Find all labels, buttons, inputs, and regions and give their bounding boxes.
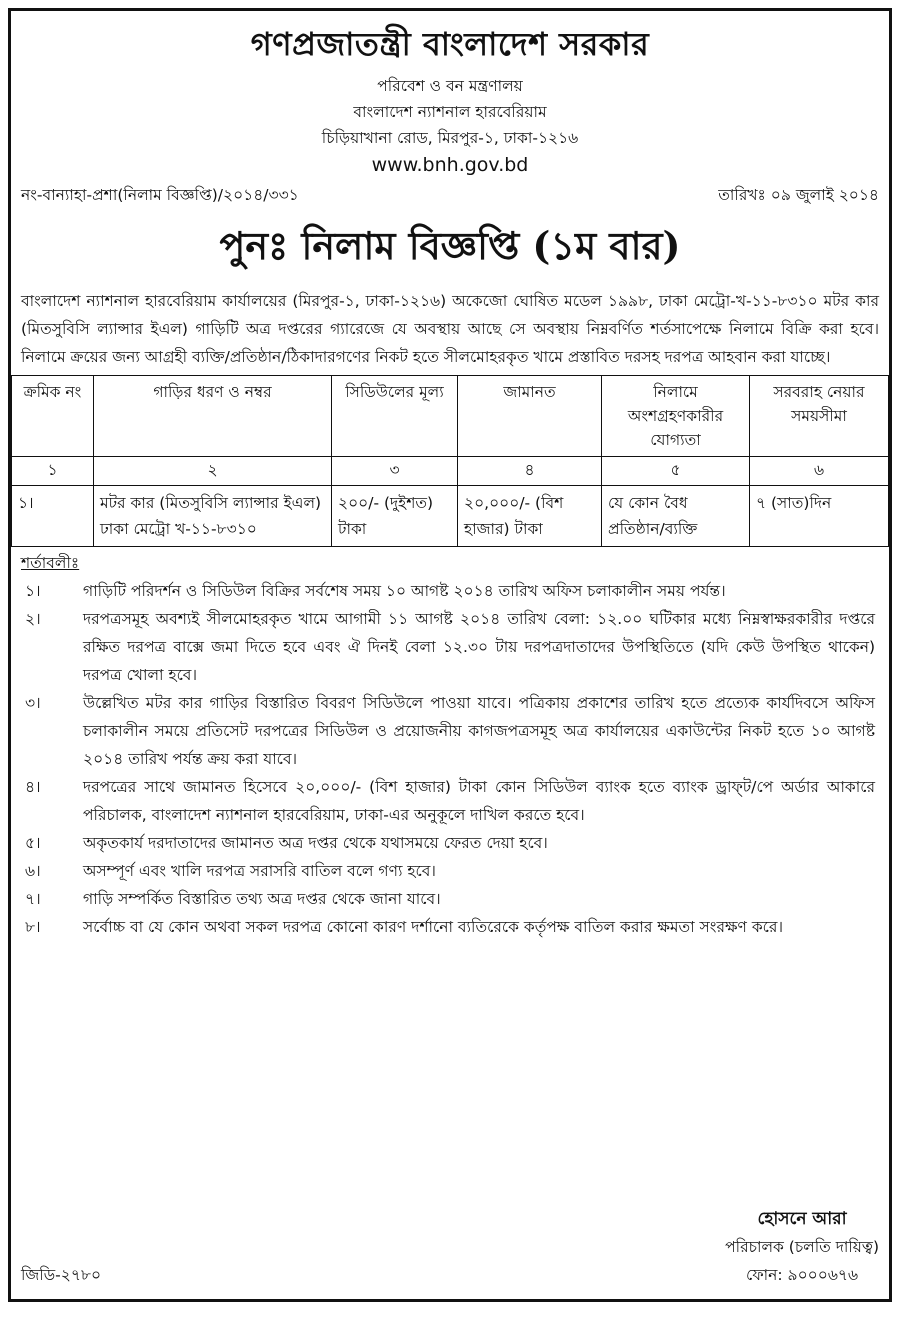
col-number: ৪ <box>458 457 602 486</box>
website-link[interactable]: www.bnh.gov.bd <box>371 154 529 176</box>
condition-number: ৮। <box>25 918 41 936</box>
condition-item <box>21 829 879 857</box>
auction-schedule-table <box>11 375 889 547</box>
signatory-phone: ফোন: ৯০০০৬৭৬ <box>746 1266 859 1284</box>
signature-block <box>725 1205 879 1289</box>
condition-text: দরপত্রের সাথে জামানত হিসেবে ২০,০০০/- (বিশ হাজার) টাকা কোন সিডিউল ব্যাংক হতে ব্যাংক ড্রাফ্‌ট/পে অর্ডার আকারে পরিচালক, বাংলাদেশ ন্যাশনাল হারবেরিয়াম, ঢাকা-এর অনুকূলে দাখিল করতে হবে। <box>83 778 875 824</box>
condition-item <box>21 857 879 885</box>
condition-text: উল্লেখিত মটর কার গাড়ির বিস্তারিত বিবরণ সিডিউলে পাওয়া যাবে। পত্রিকায় প্রকাশের তারিখ হতে প্রত্যেক কার্যদিবসে অফিস চলাকালীন সময়ে প্রতিসেট দরপত্রের সিডিউল ও প্রয়োজনীয় কাগজপত্রসমূহ অত্র কার্যালয়ের একাউন্টের নিকট হতে ১০ আগষ্ট ২০১৪ তারিখ পর্যন্ত ক্রয় করা যাবে। <box>83 694 875 768</box>
condition-number: ৫। <box>25 834 41 852</box>
schedule-price-cell: ২০০/- (দুইশত) টাকা <box>332 486 458 547</box>
condition-text: গাড়িটি পরিদর্শন ও সিডিউল বিক্রির সর্বশেষ সময় ১০ আগষ্ট ২০১৪ তারিখ অফিস চলাকালীন সময় পর্যন্ত। <box>83 582 726 600</box>
intro-paragraph: বাংলাদেশ ন্যাশনাল হারবেরিয়াম কার্যালয়ের (মিরপুর-১, ঢাকা-১২১৬) অকেজো ঘোষিত মডেল ১৯৯৮, ঢাকা মেট্রো-খ-১১-৮৩১০ মটর কার (মিতসুবিসি ল্যান্সার ইএল) গাড়িটি অত্র দপ্তরের গ্যারেজে যে অবস্থায় আছে সে অবস্থায় নিম্নবর্ণিত শর্তসাপেক্ষে নিলামে বিক্রি করা হবে। নিলামে ক্রয়ের জন্য আগ্রহী ব্যক্তি/প্রতিষ্ঠান/ঠিকাদারগণের নিকট হতে সীলমোহরকৃত খামে প্রস্তাবিত দরসহ দরপত্র আহবান করা যাচ্ছে। <box>21 292 879 366</box>
serial-cell: ১। <box>12 486 94 547</box>
col-vehicle-header: গাড়ির ধরণ ও নম্বর <box>94 376 332 457</box>
ministry-name: পরিবেশ ও বন মন্ত্রণালয় <box>377 77 523 95</box>
col-number: ৫ <box>602 457 750 486</box>
vehicle-number: ঢাকা মেট্রো খ-১১-৮৩১০ <box>100 520 257 538</box>
col-number: ১ <box>12 457 94 486</box>
condition-text: অসম্পূর্ণ এবং খালি দরপত্র সরাসরি বাতিল বলে গণ্য হবে। <box>83 862 436 880</box>
column-number-row <box>12 457 889 486</box>
memo-number: নং-বান্যাহা-প্রশা(নিলাম বিজ্ঞপ্তি)/২০১৪/৩৩১ <box>21 186 299 204</box>
table-header-row <box>12 376 889 457</box>
condition-item <box>21 885 879 913</box>
condition-item <box>21 689 879 773</box>
condition-item <box>21 605 879 689</box>
condition-number: ২। <box>25 610 41 628</box>
government-title: গণপ্রজাতন্ত্রী বাংলাদেশ সরকার <box>250 25 650 63</box>
notice-page <box>8 8 892 1302</box>
vehicle-cell <box>94 486 332 547</box>
condition-text: অকৃতকার্য দরদাতাদের জামানত অত্র দপ্তর থেকে যথাসময়ে ফেরত দেয়া হবে। <box>83 834 548 852</box>
reference-row <box>11 183 889 209</box>
col-delivery-header: সরবরাহ নেয়ার সময়সীমা <box>750 376 889 457</box>
office-name: বাংলাদেশ ন্যাশনাল হারবেরিয়াম <box>353 103 547 121</box>
signatory-designation: পরিচালক (চলতি দায়িত্ব) <box>725 1238 879 1256</box>
notice-title: পুনঃ নিলাম বিজ্ঞপ্তি (১ম বার) <box>219 223 681 268</box>
condition-item <box>21 577 879 605</box>
condition-number: ৬। <box>25 862 41 880</box>
condition-text: দরপত্রসমূহ অবশ্যই সীলমোহরকৃত খামে আগামী ১১ আগষ্ট ২০১৪ তারিখ বেলা: ১২.০০ ঘটিকার মধ্যে নিম্নস্বাক্ষরকারীর দপ্তরে রক্ষিত দরপত্র বাক্সে জমা দিতে হবে এবং ঐ দিনই বেলা ১২.৩০ টায় দরপত্রদাতাদের উপস্থিতিতে (যদি কেউ উপস্থিত থাকেন) দরপত্র খোলা হবে। <box>83 610 875 684</box>
col-number: ৩ <box>332 457 458 486</box>
vehicle-model: মটর কার (মিতসুবিসি ল্যান্সার ইএল) <box>100 494 322 512</box>
security-cell: ২০,০০০/- (বিশ হাজার) টাকা <box>458 486 602 547</box>
delivery-cell: ৭ (সাত)দিন <box>750 486 889 547</box>
table-row <box>12 486 889 547</box>
col-schedule-price-header: সিডিউলের মূল্য <box>332 376 458 457</box>
col-eligibility-header: নিলামে অংশগ্রহণকারীর যোগ্যতা <box>602 376 750 457</box>
gd-code: জিডি-২৭৮০ <box>21 1266 102 1284</box>
condition-text: সর্বোচ্চ বা যে কোন অথবা সকল দরপত্র কোনো কারণ দর্শানো ব্যতিরেকে কর্তৃপক্ষ বাতিল করার ক্ষমতা সংরক্ষণ করে। <box>83 918 783 936</box>
condition-number: ৪। <box>25 778 41 796</box>
col-security-header: জামানত <box>458 376 602 457</box>
signatory-name: হোসনে আরা <box>757 1209 847 1229</box>
letterhead <box>11 19 889 177</box>
col-number: ২ <box>94 457 332 486</box>
eligibility-cell: যে কোন বৈধ প্রতিষ্ঠান/ব্যক্তি <box>602 486 750 547</box>
condition-number: ৭। <box>25 890 41 908</box>
col-number: ৬ <box>750 457 889 486</box>
condition-item <box>21 773 879 829</box>
condition-text: গাড়ি সম্পর্কিত বিস্তারিত তথ্য অত্র দপ্তর থেকে জানা যাবে। <box>83 890 441 908</box>
conditions-list <box>11 577 889 941</box>
col-serial-header: ক্রমিক নং <box>12 376 94 457</box>
condition-number: ৩। <box>25 694 41 712</box>
condition-number: ১। <box>25 582 41 600</box>
notice-date: তারিখঃ ০৯ জুলাই ২০১৪ <box>718 186 879 204</box>
conditions-title: শর্তাবলীঃ <box>21 554 80 572</box>
condition-item <box>21 913 879 941</box>
office-address: চিড়িয়াখানা রোড, মিরপুর-১, ঢাকা-১২১৬ <box>321 129 579 147</box>
